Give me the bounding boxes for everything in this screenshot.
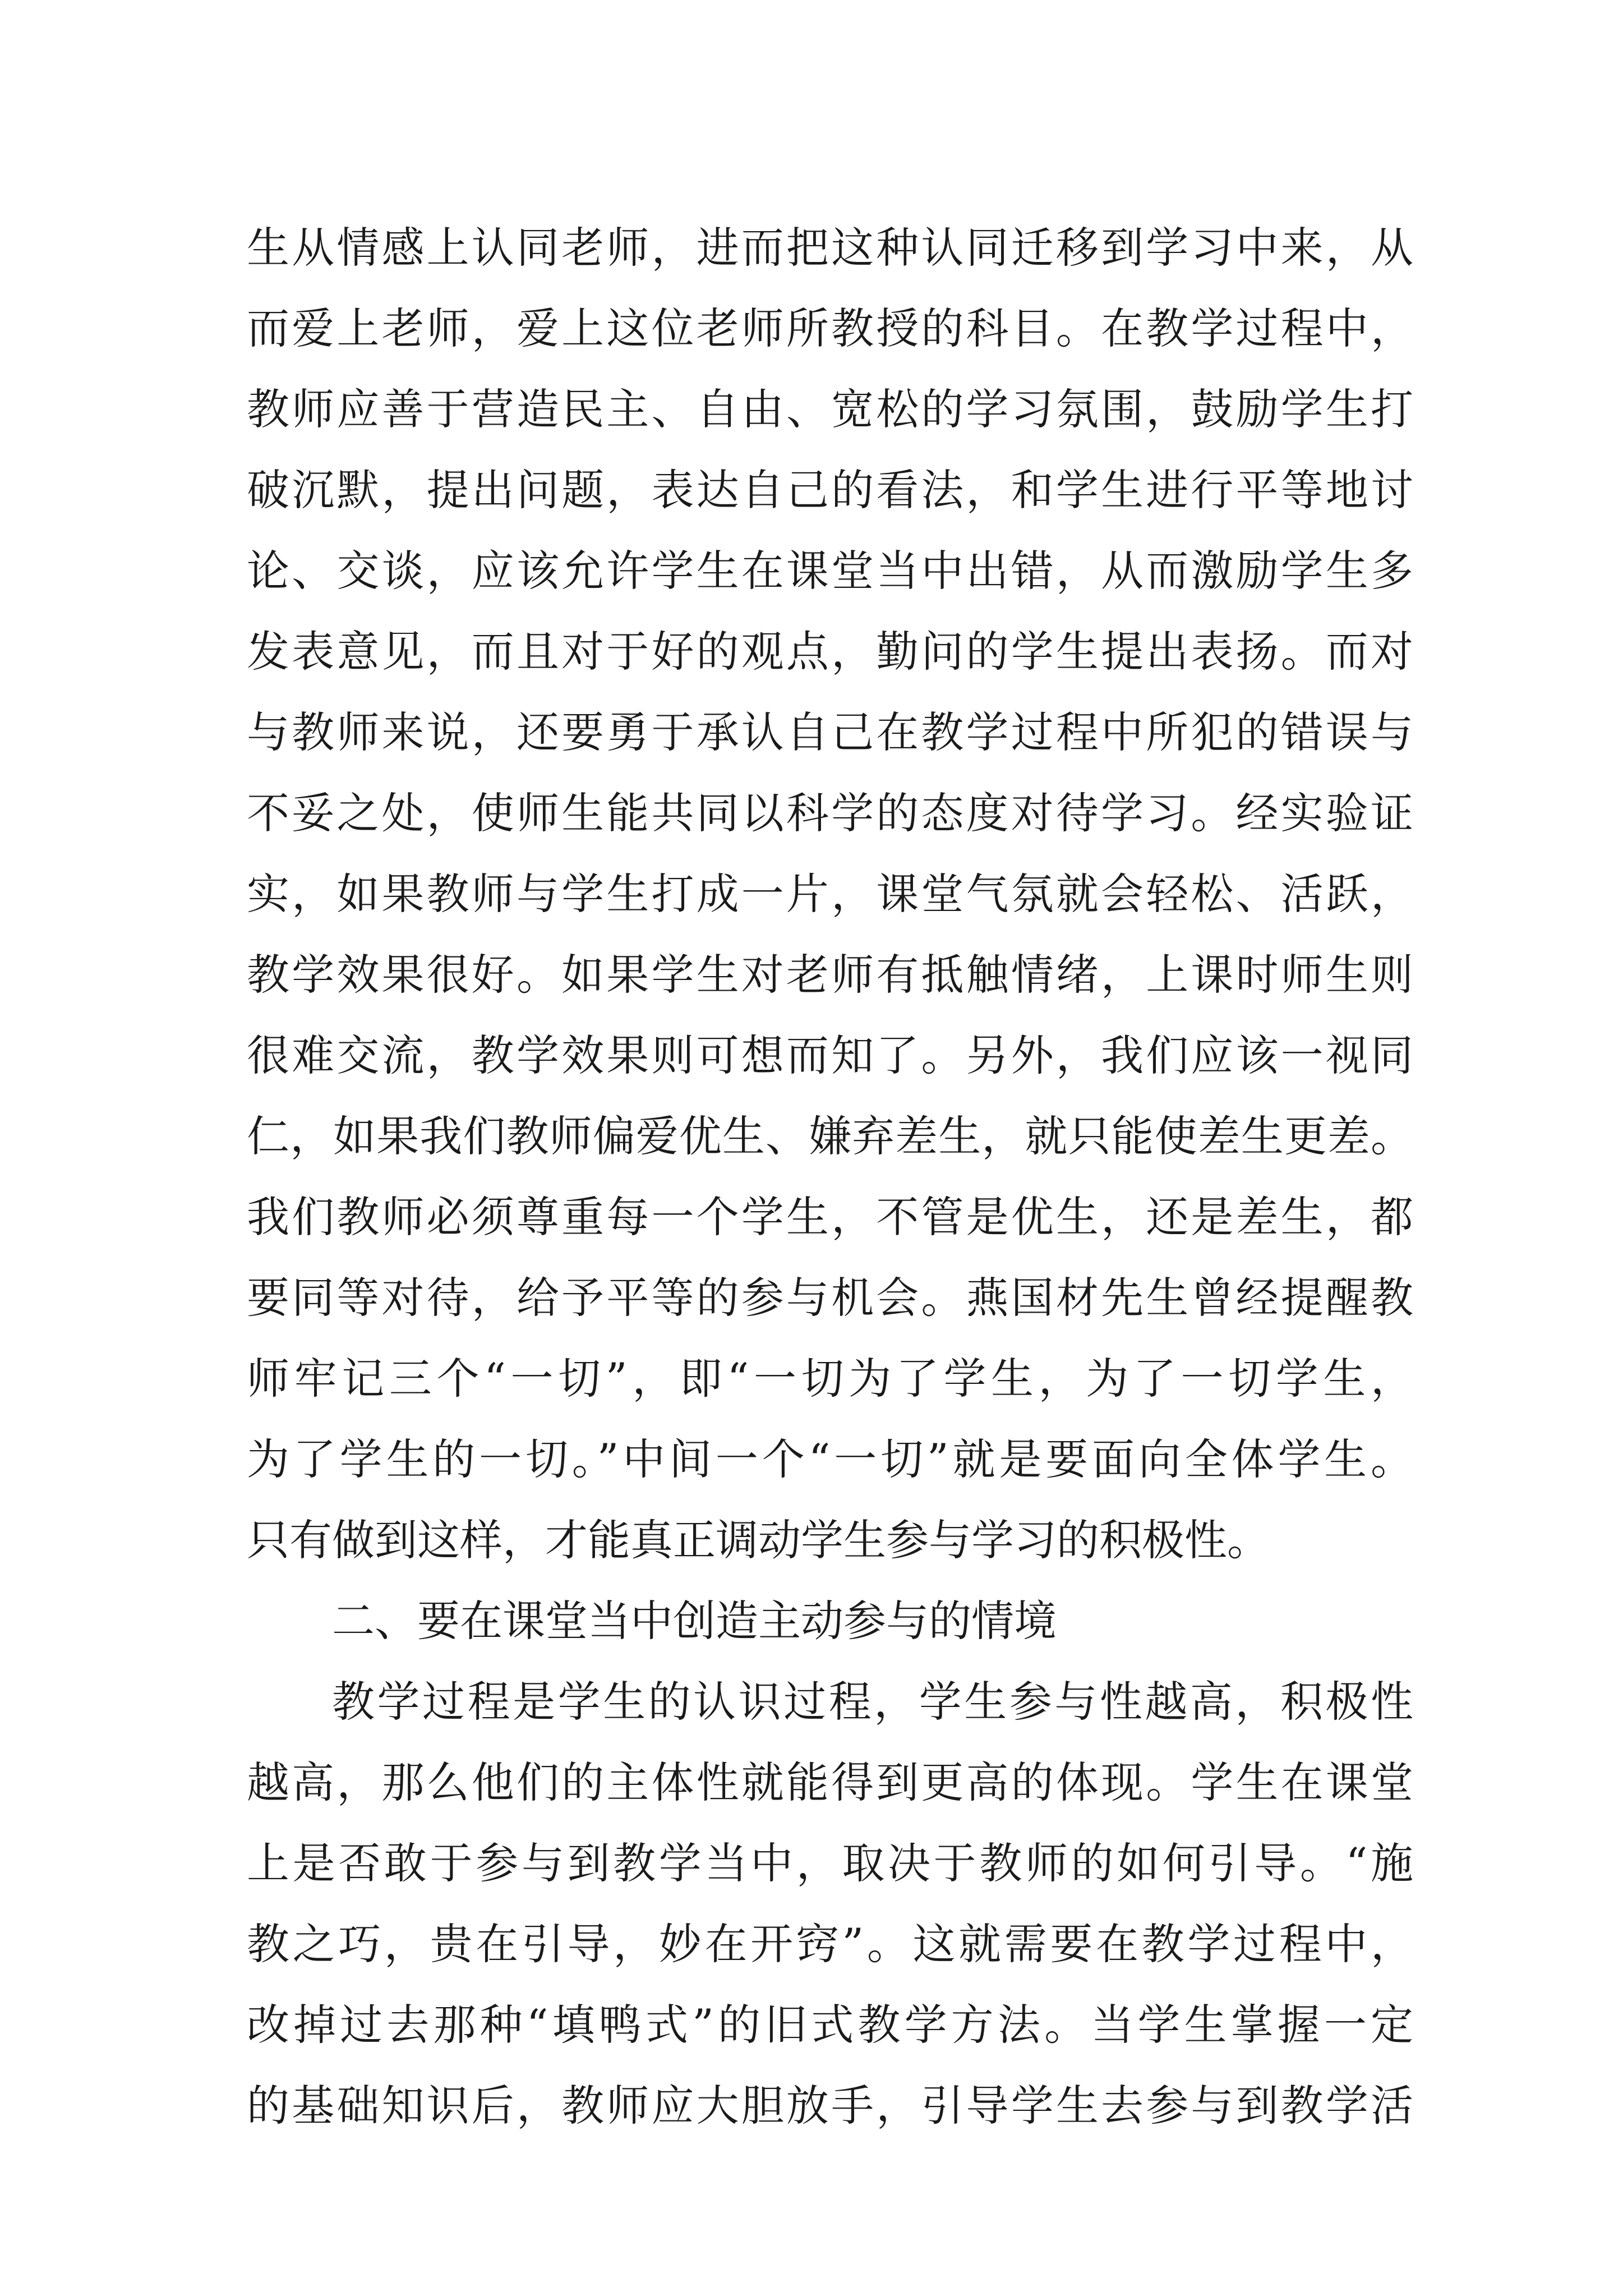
text-line: 上是否敢于参与到教学当中，取决于教师的如何引导。“施: [247, 1838, 1413, 1888]
text-line: 越高，那么他们的主体性就能得到更高的体现。学生在课堂: [247, 1757, 1413, 1807]
section-heading: 二、要在课堂当中创造主动参与的情境: [332, 1596, 1057, 1646]
text-line: 仁，如果我们教师偏爱优生、嫌弃差生，就只能使差生更差。: [247, 1111, 1413, 1161]
text-line: 教师应善于营造民主、自由、宽松的学习氛围，鼓励学生打: [247, 384, 1413, 434]
text-line: 改掉过去那种“填鸭式”的旧式教学方法。当学生掌握一定: [247, 2000, 1413, 2050]
text-line: 很难交流，教学效果则可想而知了。另外，我们应该一视同: [247, 1030, 1413, 1080]
text-line: 我们教师必须尊重每一个学生，不管是优生，还是差生，都: [247, 1192, 1413, 1242]
text-line: 论、交谈，应该允许学生在课堂当中出错，从而激励学生多: [247, 546, 1413, 596]
text-line: 发表意见，而且对于好的观点，勤问的学生提出表扬。而对: [247, 627, 1413, 677]
text-line: 与教师来说，还要勇于承认自己在教学过程中所犯的错误与: [247, 707, 1413, 757]
text-line: 生从情感上认同老师，进而把这种认同迁移到学习中来，从: [247, 223, 1413, 273]
text-line: 师牢记三个“一切”，即“一切为了学生，为了一切学生，: [247, 1354, 1413, 1404]
text-line: 为了学生的一切。”中间一个“一切”就是要面向全体学生。: [247, 1434, 1413, 1484]
text-line: 破沉默，提出问题，表达自己的看法，和学生进行平等地讨: [247, 465, 1413, 515]
text-line: 的基础知识后，教师应大胆放手，引导学生去参与到教学活: [247, 2081, 1413, 2131]
text-line: 只有做到这样，才能真正调动学生参与学习的积极性。: [247, 1515, 1270, 1565]
text-line: 要同等对待，给予平等的参与机会。燕国材先生曾经提醒教: [247, 1273, 1413, 1323]
text-line: 实，如果教师与学生打成一片，课堂气氛就会轻松、活跃，: [247, 869, 1413, 919]
text-line: 不妥之处，使师生能共同以科学的态度对待学习。经实验证: [247, 788, 1413, 838]
text-line: 教之巧，贵在引导，妙在开窍”。这就需要在教学过程中，: [247, 1919, 1413, 1969]
text-line: 教学过程是学生的认识过程，学生参与性越高，积极性: [332, 1677, 1413, 1727]
text-line: 教学效果很好。如果学生对老师有抵触情绪，上课时师生则: [247, 950, 1413, 1000]
document-body: [247, 208, 1413, 2146]
text-line: 而爱上老师，爱上这位老师所教授的科目。在教学过程中，: [247, 303, 1413, 353]
